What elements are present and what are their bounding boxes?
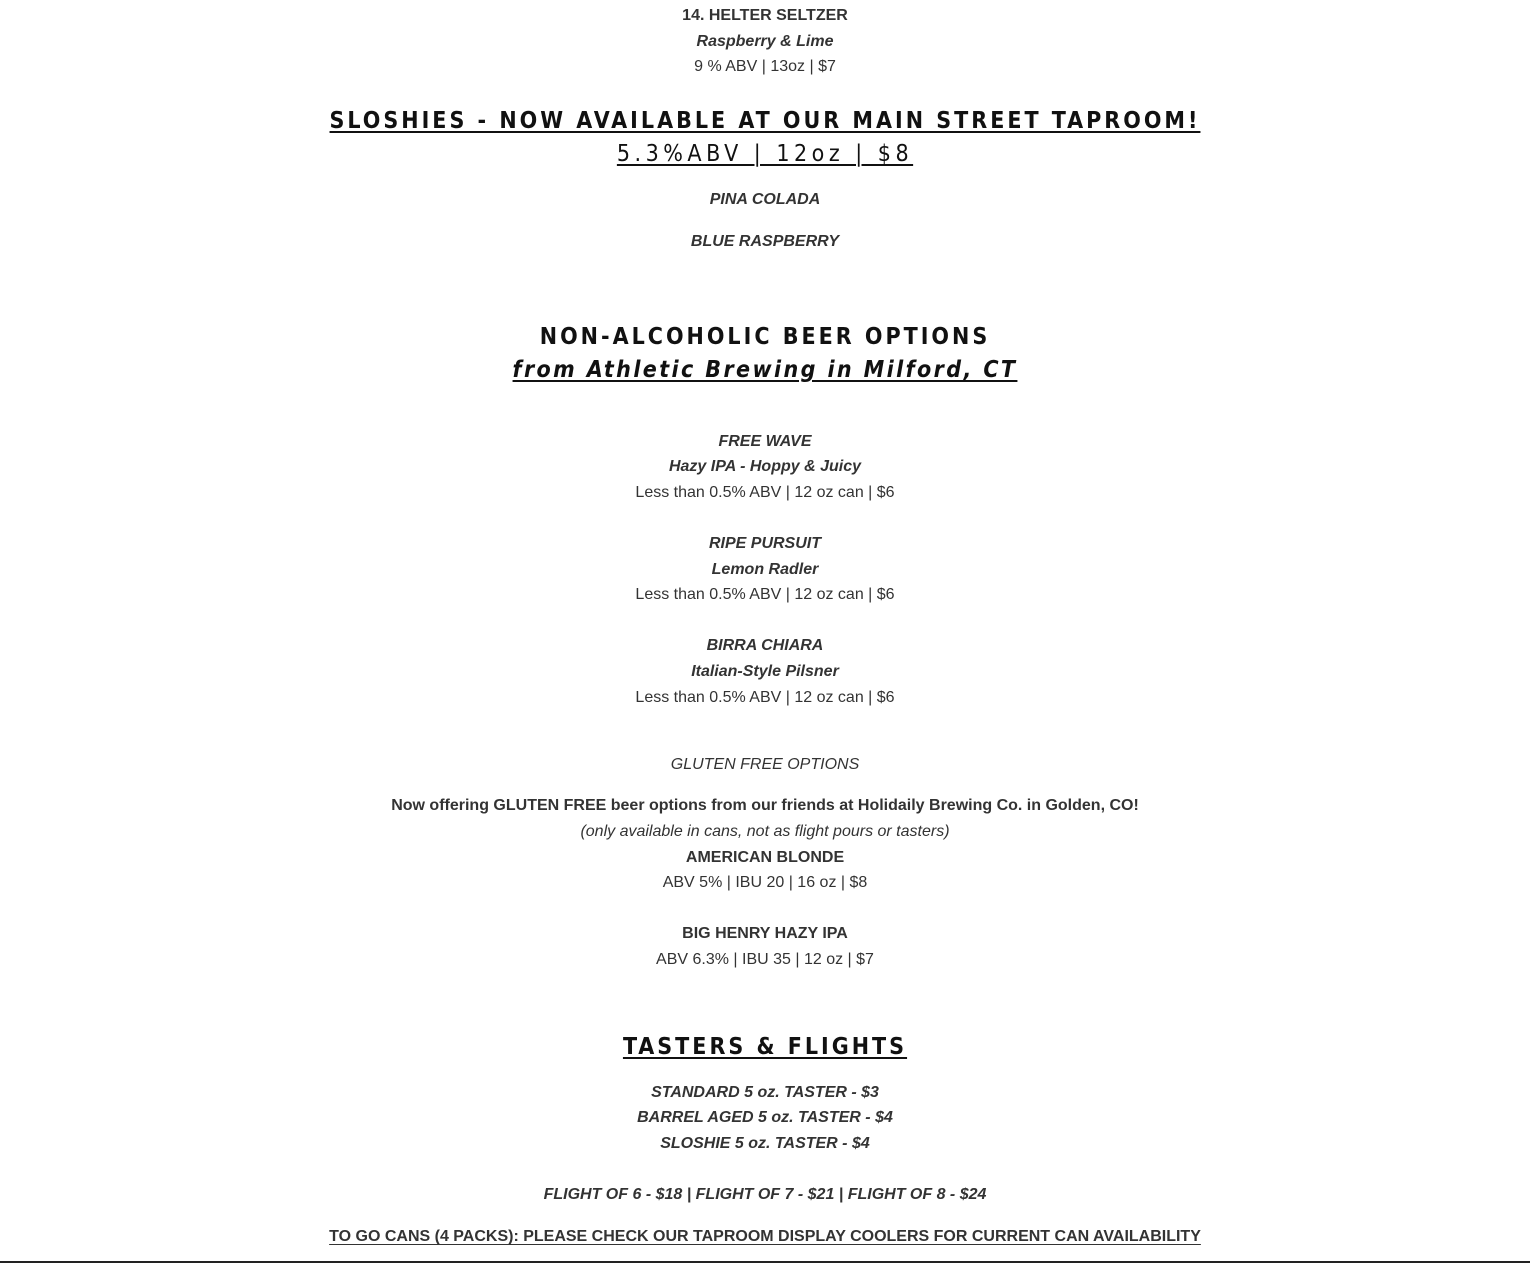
gf-beer-details: ABV 5% | IBU 20 | 16 oz | $8: [662, 874, 868, 891]
sloshies-subheading: 5.3%ABV | 12oz | $8: [616, 141, 914, 167]
gluten-free-note: (only available in cans, not as flight pours or tasters): [580, 823, 950, 840]
to-go-cans-row: [0, 1227, 1530, 1247]
na-beer-details: Less than 0.5% ABV | 12 oz can | $6: [635, 484, 895, 501]
gluten-free-heading-text: GLUTEN FREE OPTIONS: [670, 756, 860, 773]
seltzer-flavor: Raspberry & Lime: [696, 33, 834, 50]
na-beer-name: BIRRA CHIARA: [706, 637, 824, 654]
na-beer-name: FREE WAVE: [718, 433, 812, 450]
na-beer-style: Lemon Radler: [711, 561, 819, 578]
non-alcoholic-heading: NON-ALCOHOLIC BEER OPTIONS: [539, 324, 991, 350]
flight-pricing: FLIGHT OF 6 - $18 | FLIGHT OF 7 - $21 | FLIGHT OF 8 - $24: [543, 1186, 987, 1203]
gluten-free-intro: Now offering GLUTEN FREE beer options from our friends at Holidaily Brewing Co. in Golden, CO!: [391, 797, 1139, 814]
gf-beer-name: AMERICAN BLONDE: [685, 849, 845, 866]
tasters-heading: TASTERS & FLIGHTS: [622, 1034, 908, 1060]
gf-beer-name: BIG HENRY HAZY IPA: [682, 925, 848, 942]
na-beer-details: Less than 0.5% ABV | 12 oz can | $6: [635, 586, 895, 603]
seltzer-details: 9 % ABV | 13oz | $7: [694, 58, 836, 75]
taster-item: BARREL AGED 5 oz. TASTER - $4: [637, 1109, 893, 1126]
taster-item: SLOSHIE 5 oz. TASTER - $4: [660, 1135, 870, 1152]
na-beer-style: Italian-Style Pilsner: [691, 663, 839, 680]
sloshie-flavor-blue-raspberry: BLUE RASPBERRY: [690, 233, 840, 250]
na-beer-name: RIPE PURSUIT: [708, 535, 821, 552]
gluten-free-heading: [0, 755, 1530, 775]
sloshies-heading: SLOSHIES - NOW AVAILABLE AT OUR MAIN STREET TAPROOM!: [329, 108, 1201, 134]
taster-item: STANDARD 5 oz. TASTER - $3: [651, 1084, 879, 1101]
sloshie-flavor-pina-colada: PINA COLADA: [709, 191, 821, 208]
non-alcoholic-subheading: from Athletic Brewing in Milford, CT: [512, 357, 1018, 383]
na-beer-style: Hazy IPA - Hoppy & Juicy: [668, 458, 862, 475]
seltzer-name: 14. HELTER SELTZER: [682, 7, 848, 24]
na-beer-details: Less than 0.5% ABV | 12 oz can | $6: [635, 689, 895, 706]
to-go-cans-link[interactable]: TO GO CANS (4 PACKS): PLEASE CHECK OUR TAPROOM DISPLAY COOLERS FOR CURRENT CAN AVAILABILITY: [329, 1228, 1201, 1245]
gf-beer-details: ABV 6.3% | IBU 35 | 12 oz | $7: [656, 951, 874, 968]
